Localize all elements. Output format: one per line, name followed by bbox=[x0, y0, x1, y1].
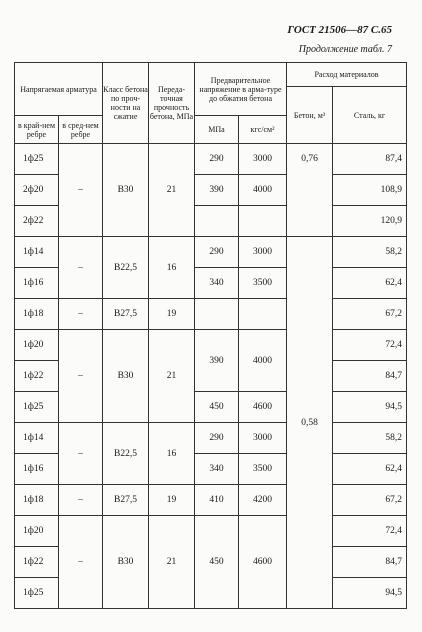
mpa-cell: 390 bbox=[195, 175, 239, 206]
steel-cell: 58,2 bbox=[333, 423, 407, 454]
strength-cell: 21 bbox=[149, 330, 195, 423]
edge-rib-cell: 1ф16 bbox=[15, 454, 59, 485]
steel-cell: 62,4 bbox=[333, 268, 407, 299]
header-reinforcement: Напрягаемая арматура bbox=[15, 63, 103, 116]
steel-cell: 58,2 bbox=[333, 237, 407, 268]
edge-rib-cell: 1ф25 bbox=[15, 144, 59, 175]
kgs-cell: 4200 bbox=[239, 485, 287, 516]
kgs-cell: 4600 bbox=[239, 392, 287, 423]
mpa-cell: 340 bbox=[195, 268, 239, 299]
edge-rib-cell: 1ф20 bbox=[15, 330, 59, 361]
header-transfer-strength: Переда-точная прочность бетона, МПа bbox=[149, 63, 195, 144]
edge-rib-cell: 1ф18 bbox=[15, 299, 59, 330]
concrete-volume-cell: 0,58 bbox=[287, 237, 333, 609]
edge-rib-cell: 1ф22 bbox=[15, 547, 59, 578]
steel-cell: 62,4 bbox=[333, 454, 407, 485]
middle-rib-cell: – bbox=[59, 516, 103, 609]
concrete-class-cell: В27,5 bbox=[103, 485, 149, 516]
header-concrete: Бетон, м³ bbox=[287, 87, 333, 144]
concrete-volume-cell: 0,76 bbox=[287, 144, 333, 237]
kgs-cell: 4000 bbox=[239, 175, 287, 206]
edge-rib-cell: 1ф18 bbox=[15, 485, 59, 516]
steel-cell: 72,4 bbox=[333, 330, 407, 361]
table-continuation-caption: Продолжение табл. 7 bbox=[298, 44, 392, 55]
kgs-cell: 3500 bbox=[239, 268, 287, 299]
strength-cell: 21 bbox=[149, 144, 195, 237]
concrete-class-cell: В30 bbox=[103, 144, 149, 237]
edge-rib-cell: 1ф25 bbox=[15, 392, 59, 423]
header-concrete-class: Класс бетона по проч-ности на сжатие bbox=[103, 63, 149, 144]
edge-rib-cell: 1ф25 bbox=[15, 578, 59, 609]
edge-rib-cell: 1ф14 bbox=[15, 237, 59, 268]
header-materials: Расход материалов bbox=[287, 63, 407, 87]
mpa-cell: 290 bbox=[195, 423, 239, 454]
middle-rib-cell: – bbox=[59, 330, 103, 423]
middle-rib-cell: – bbox=[59, 485, 103, 516]
kgs-cell: 3000 bbox=[239, 423, 287, 454]
mpa-cell: 340 bbox=[195, 454, 239, 485]
mpa-cell bbox=[195, 299, 239, 330]
concrete-class-cell: В22,5 bbox=[103, 423, 149, 485]
specification-table bbox=[14, 62, 407, 609]
table-row bbox=[15, 330, 407, 361]
header-middle-rib: в сред-нем ребре bbox=[59, 116, 103, 144]
steel-cell: 67,2 bbox=[333, 299, 407, 330]
edge-rib-cell: 1ф22 bbox=[15, 361, 59, 392]
edge-rib-cell: 2ф20 bbox=[15, 175, 59, 206]
steel-cell: 84,7 bbox=[333, 361, 407, 392]
concrete-class-cell: В30 bbox=[103, 516, 149, 609]
document-id: ГОСТ 21506—87 С.65 bbox=[287, 24, 392, 36]
mpa-cell: 290 bbox=[195, 144, 239, 175]
middle-rib-cell: – bbox=[59, 423, 103, 485]
kgs-cell: 4600 bbox=[239, 516, 287, 609]
header-prestress: Предварительное напряжение в арма-туре до обжатия бетона bbox=[195, 63, 287, 116]
mpa-cell: 410 bbox=[195, 485, 239, 516]
strength-cell: 19 bbox=[149, 299, 195, 330]
middle-rib-cell: – bbox=[59, 144, 103, 237]
middle-rib-cell: – bbox=[59, 299, 103, 330]
kgs-cell: 3000 bbox=[239, 237, 287, 268]
table-row bbox=[15, 423, 407, 454]
steel-cell: 120,9 bbox=[333, 206, 407, 237]
concrete-class-cell: В22,5 bbox=[103, 237, 149, 299]
steel-cell: 67,2 bbox=[333, 485, 407, 516]
strength-cell: 16 bbox=[149, 237, 195, 299]
mpa-cell: 450 bbox=[195, 516, 239, 609]
middle-rib-cell: – bbox=[59, 237, 103, 299]
steel-cell: 87,4 bbox=[333, 144, 407, 175]
steel-cell: 94,5 bbox=[333, 578, 407, 609]
concrete-class-cell: В30 bbox=[103, 330, 149, 423]
kgs-cell: 3500 bbox=[239, 454, 287, 485]
steel-cell: 84,7 bbox=[333, 547, 407, 578]
edge-rib-cell: 1ф16 bbox=[15, 268, 59, 299]
table-row bbox=[15, 144, 407, 175]
steel-cell: 108,9 bbox=[333, 175, 407, 206]
table-row bbox=[15, 485, 407, 516]
mpa-cell: 290 bbox=[195, 237, 239, 268]
concrete-class-cell: В27,5 bbox=[103, 299, 149, 330]
header-edge-rib: в край-нем ребре bbox=[15, 116, 59, 144]
steel-cell: 72,4 bbox=[333, 516, 407, 547]
table-row bbox=[15, 299, 407, 330]
header-mpa: МПа bbox=[195, 116, 239, 144]
edge-rib-cell: 1ф14 bbox=[15, 423, 59, 454]
kgs-cell bbox=[239, 206, 287, 237]
strength-cell: 19 bbox=[149, 485, 195, 516]
table-row bbox=[15, 516, 407, 547]
header-steel: Сталь, кг bbox=[333, 87, 407, 144]
strength-cell: 16 bbox=[149, 423, 195, 485]
mpa-cell bbox=[195, 206, 239, 237]
kgs-cell: 4000 bbox=[239, 330, 287, 392]
kgs-cell bbox=[239, 299, 287, 330]
steel-cell: 94,5 bbox=[333, 392, 407, 423]
edge-rib-cell: 2ф22 bbox=[15, 206, 59, 237]
mpa-cell: 390 bbox=[195, 330, 239, 392]
kgs-cell: 3000 bbox=[239, 144, 287, 175]
edge-rib-cell: 1ф20 bbox=[15, 516, 59, 547]
header-kgs: кгс/см² bbox=[239, 116, 287, 144]
table-row bbox=[15, 237, 407, 268]
strength-cell: 21 bbox=[149, 516, 195, 609]
mpa-cell: 450 bbox=[195, 392, 239, 423]
